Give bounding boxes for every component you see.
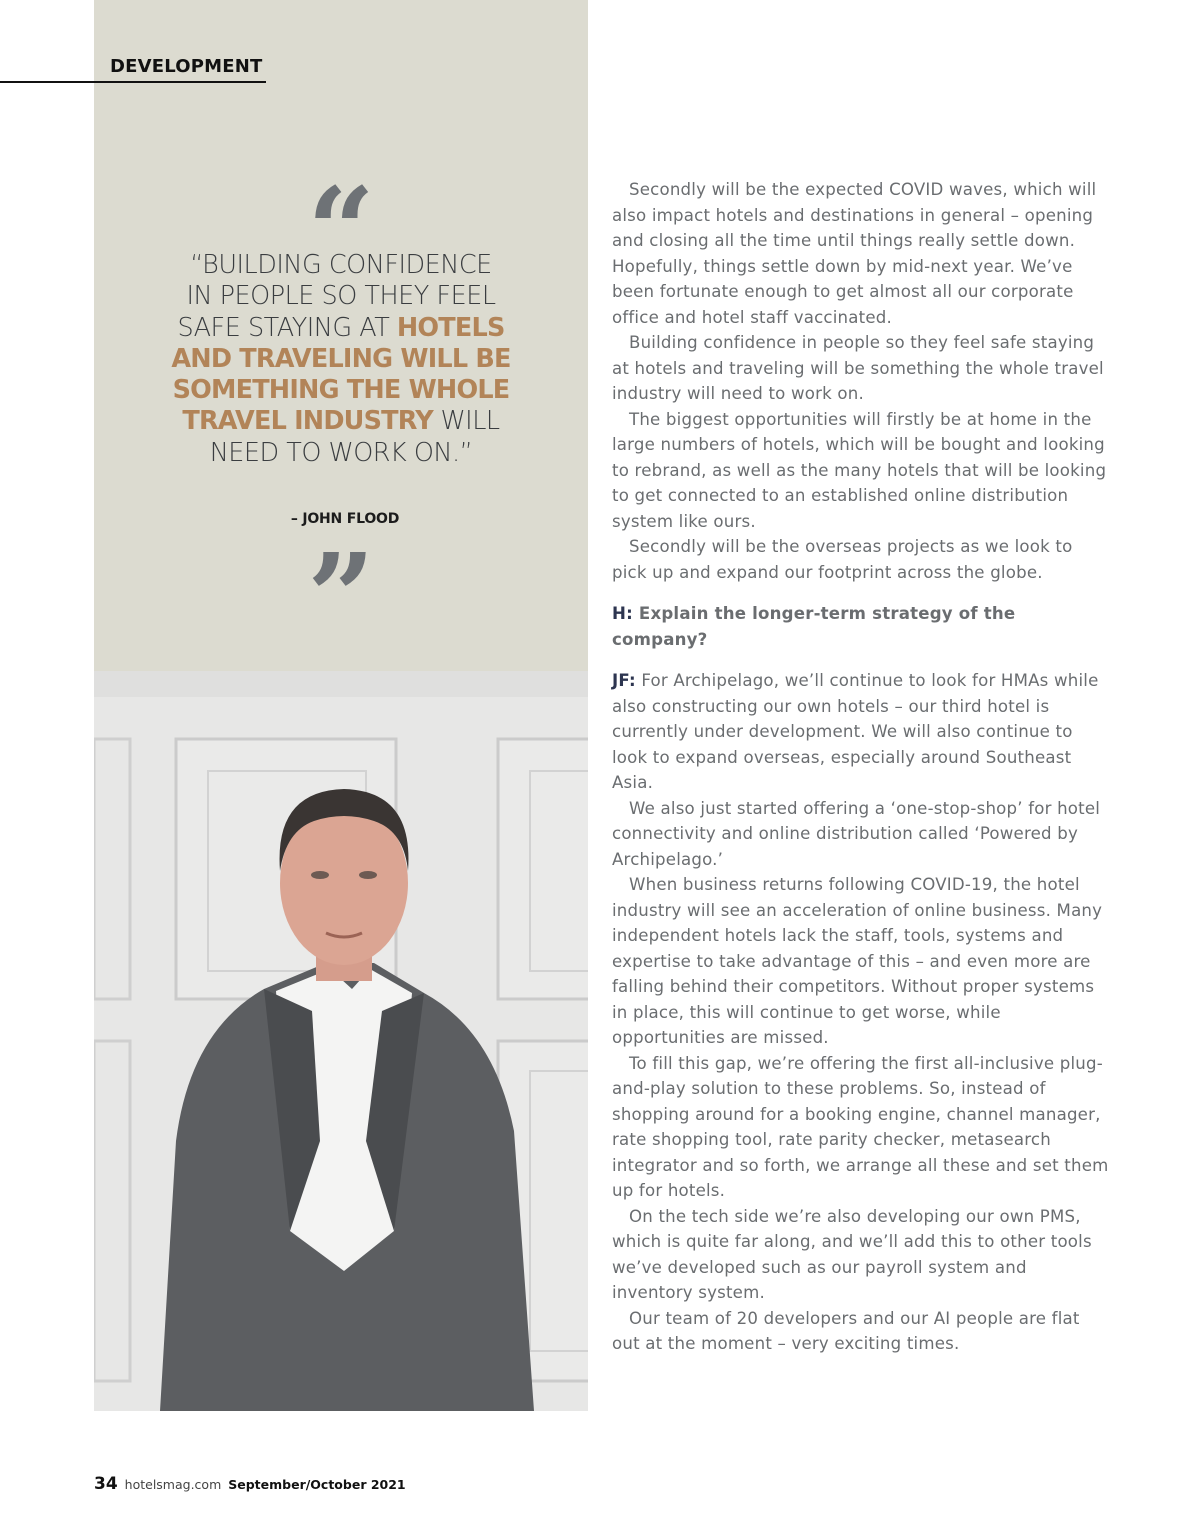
close-quote-icon: ” xyxy=(307,527,375,666)
footer-issue: September/October 2021 xyxy=(228,1477,406,1492)
pull-quote-text-1: “BUILDING CONFIDENCE IN PEOPLE SO THEY FEEL SAFE STAYING AT xyxy=(177,250,496,343)
quote-attribution: – JOHN FLOOD xyxy=(290,511,400,527)
question-text: Explain the longer-term strategy of the company? xyxy=(612,604,1016,649)
article-paragraph: To fill this gap, we’re offering the first all-inclusive plug-and-play solution to these problems. So, instead of shopping around for a booking engine, channel manager, rate shopping tool, rate parity checker, metasearch integrator and so forth, we arrange all these and set them up for hotels. xyxy=(612,1053,1109,1200)
pull-quote-text-2: WILL NEED TO WORK ON.” xyxy=(209,406,500,468)
page-number: 34 xyxy=(94,1474,118,1494)
article-paragraph: We also just started offering a ‘one-stop-shop’ for hotel connectivity and online distribution called ‘Powered by Archipelago.’ xyxy=(612,798,1101,869)
article-paragraph: Secondly will be the expected COVID waves, which will also impact hotels and destinations in general – opening and closing all the time until things really settle down. Hopefully, things settle down by mid-next year. We’ve been fortunate enough to get almost all our corporate office and hotel staff vaccinated. xyxy=(612,180,1097,327)
interview-question xyxy=(612,601,1112,652)
article-paragraph: When business returns following COVID-19, the hotel industry will see an acceleration of online business. Many independent hotels lack the staff, tools, systems and expertise to take advantage of this – and even more are falling behind their competitors. Without proper systems in place, this will continue to get worse, while opportunities are missed. xyxy=(612,875,1103,1047)
open-quote-icon: “ xyxy=(307,161,375,300)
section-rule xyxy=(0,81,266,83)
question-speaker: H: xyxy=(612,604,633,623)
article-paragraph: Building confidence in people so they feel safe staying at hotels and traveling will be something the whole travel industry will need to work on. xyxy=(612,333,1104,403)
article-paragraph: Secondly will be the overseas projects as we look to pick up and expand our footprint across the globe. xyxy=(612,537,1073,582)
portrait-photo xyxy=(94,671,588,1411)
article-paragraph: The biggest opportunities will firstly be at home in the large numbers of hotels, which will be bought and looking to rebrand, as well as the many hotels that will be looking to get connected to an established online distribution system like ours. xyxy=(612,409,1107,531)
article-paragraph: Our team of 20 developers and our AI people are flat out at the moment – very exciting times. xyxy=(612,1308,1080,1353)
answer-text: For Archipelago, we’ll continue to look for HMAs while also constructing our own hotels – our third hotel is currently under development. We will also continue to look to expand overseas, especially around Southeast Asia. xyxy=(612,671,1099,792)
portrait-image xyxy=(94,671,588,1411)
answer-speaker: JF: xyxy=(612,671,636,690)
page-footer xyxy=(94,1474,406,1494)
article-paragraph xyxy=(612,668,1112,796)
footer-site: hotelsmag.com xyxy=(124,1477,222,1492)
pull-quote xyxy=(94,250,588,469)
article-paragraph: On the tech side we’re also developing our own PMS, which is quite far along, and we’ll add this to other tools we’ve developed such as our payroll system and inventory system. xyxy=(612,1206,1092,1302)
section-label: DEVELOPMENT xyxy=(110,56,263,77)
article-body xyxy=(612,177,1112,1357)
pull-quote-highlight: HOTELS AND TRAVELING WILL BE SOMETHING THE WHOLE TRAVEL INDUSTRY xyxy=(171,312,511,437)
